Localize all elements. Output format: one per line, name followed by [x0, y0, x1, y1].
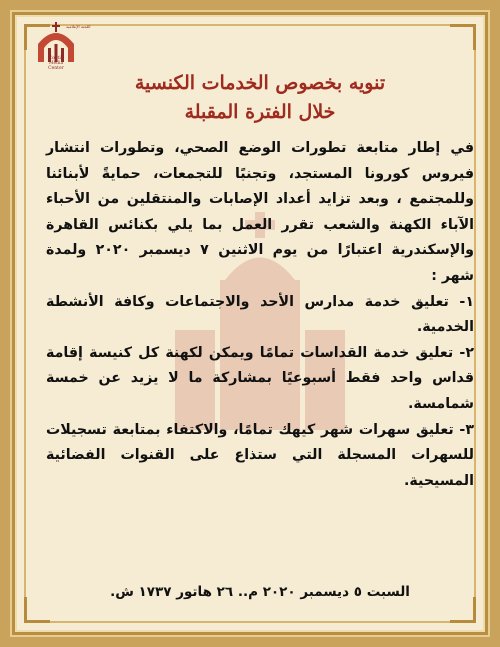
notice-item-3: ٣- تعليق سهرات شهر كيهك تمامًا، والاكتفاء بمتابعة تسجيلات للسهرات المسجلة التي ستذاع على القنوات الفضائية المسيحية.: [46, 421, 474, 489]
svg-text:اللجنة الإعلامية: اللجنة الإعلامية: [66, 24, 91, 29]
notice-date: السبت ٥ ديسمبر ٢٠٢٠ م.. ٢٦ هاتور ١٧٣٧ ش.: [110, 584, 410, 600]
logo-text-line: Center: [48, 66, 64, 71]
notice-body: [46, 136, 474, 494]
notice-title: تنويه بخصوص الخدمات الكنسية: [134, 72, 386, 94]
frame-corner-ornament: [450, 24, 476, 50]
logo-caption: [36, 56, 76, 71]
logo-text-line: Media: [48, 61, 64, 66]
logo-text-line: Coptic: [48, 56, 64, 61]
frame-corner-ornament: [450, 597, 476, 623]
notice-subtitle: خلال الفترة المقبلة: [184, 101, 336, 123]
frame-corner-ornament: [24, 597, 50, 623]
notice-intro: في إطار متابعة تطورات الوضع الصحي، وتطورات انتشار فيروس كورونا المستجد، وتجنبًا للتجمعات، حمايةً لأبنائنا وللمجتمع ، وبعد تزايد أعداد الإصابات والمنتقلين من الأحباء الآباء الكهنة والشعب تقرر العمل بما يلي بكنائس القاهرة والإسكندرية اعتبارًا من يوم الاثنين ٧ ديسمبر ٢٠٢٠ ولمدة شهر :: [46, 140, 474, 284]
notice-item-1: ١- تعليق خدمة مدارس الأحد والاجتماعات وكافة الأنشطة الخدمية.: [46, 293, 474, 336]
notice-item-2: ٢- تعليق خدمة القداسات تمامًا ويمكن لكهنة كل كنيسة إقامة قداس واحد فقط أسبوعيًا بمشاركة ما لا يزيد عن خمسة شمامسة.: [46, 344, 474, 412]
